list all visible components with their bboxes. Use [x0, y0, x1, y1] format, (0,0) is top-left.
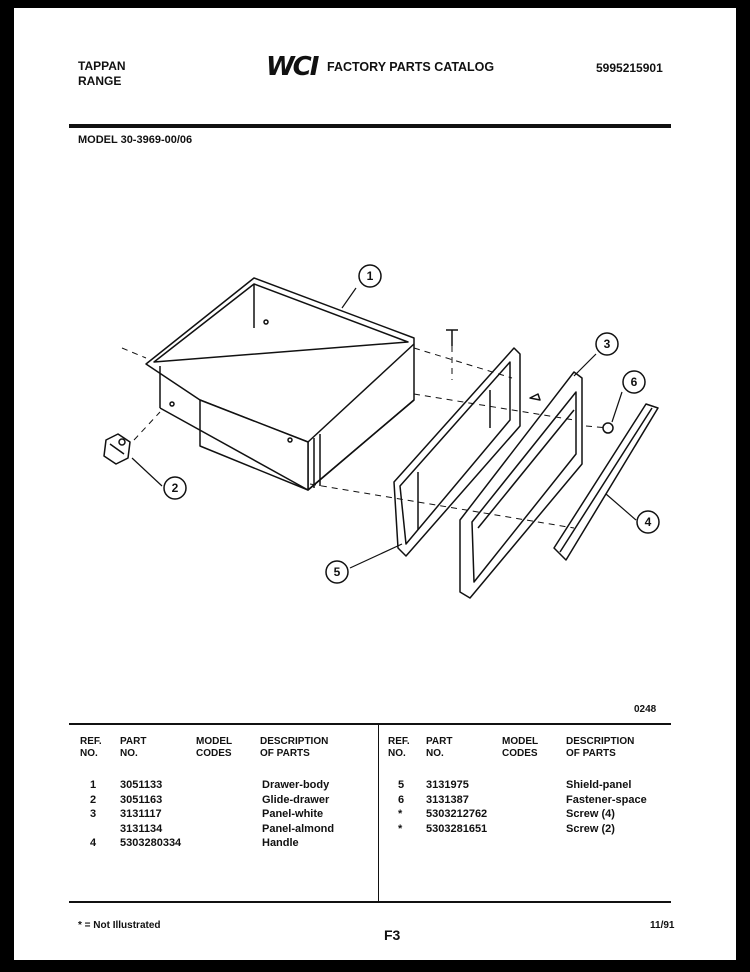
- callout-5: 5: [333, 565, 341, 579]
- parts-row-part: 3131387: [426, 793, 469, 806]
- table-top-rule: [69, 723, 671, 725]
- parts-row-ref: *: [398, 822, 403, 835]
- wci-logo: WCI: [266, 52, 318, 82]
- parts-row-part: 3051163: [120, 793, 163, 806]
- brand-name: TAPPAN: [78, 59, 126, 73]
- exploded-parts-diagram: [14, 8, 736, 708]
- parts-row-ref: 2: [90, 793, 97, 806]
- callout-3: 3: [603, 337, 611, 351]
- parts-row-part: 5303280334: [120, 837, 182, 849]
- parts-row-ref: 5: [398, 779, 405, 791]
- parts-row-ref: 4: [90, 837, 97, 849]
- parts-row-desc: Panel-white: [262, 808, 324, 820]
- parts-row-part: 3131117: [120, 808, 162, 820]
- parts-row-desc: Screw (4): [566, 808, 615, 820]
- parts-row-ref: 1: [90, 779, 97, 791]
- catalog-title: FACTORY PARTS CATALOG: [327, 60, 495, 74]
- parts-row-desc: Screw (2): [566, 822, 615, 835]
- table-divider: [378, 725, 379, 901]
- col-model-codes: MODEL CODES: [502, 736, 539, 759]
- parts-row-part: 3051133: [120, 779, 163, 791]
- col-description: DESCRIPTION OF PARTS: [566, 736, 635, 759]
- model-number: MODEL 30-3969-00/06: [78, 134, 193, 146]
- col-description: DESCRIPTION OF PARTS: [260, 736, 329, 759]
- parts-row-desc: Panel-almond: [262, 822, 335, 835]
- drawer-body-part: [146, 278, 414, 490]
- page-number: F3: [384, 927, 401, 943]
- col-ref-no: REF. NO.: [388, 736, 410, 759]
- col-model-codes: MODEL CODES: [196, 736, 233, 759]
- callout-4: 4: [644, 515, 652, 529]
- catalog-page: [14, 8, 736, 960]
- revision-date: 11/91: [650, 920, 675, 931]
- catalog-number: 5995215901: [596, 61, 663, 75]
- parts-row-part: 5303281651: [426, 822, 488, 835]
- screw-part: [446, 330, 458, 346]
- parts-row-desc: Drawer-body: [262, 779, 330, 791]
- col-part-no: PART NO.: [120, 736, 147, 759]
- callout-6: 6: [630, 375, 638, 389]
- not-illustrated-note: * = Not Illustrated: [78, 920, 161, 931]
- parts-row-ref: 3: [90, 808, 97, 820]
- parts-row-desc: Fastener-space: [566, 793, 647, 806]
- callout-1: 1: [366, 269, 374, 283]
- col-ref-no: REF. NO.: [80, 736, 102, 759]
- parts-row-desc: Handle: [262, 837, 299, 849]
- parts-row-ref: 6: [398, 793, 405, 806]
- table-bottom-rule: [69, 901, 671, 903]
- parts-row-desc: Glide-drawer: [262, 793, 330, 806]
- parts-row-ref: *: [398, 808, 403, 820]
- product-type: RANGE: [78, 74, 122, 88]
- parts-row-desc: Shield-panel: [566, 779, 632, 791]
- callout-2: 2: [171, 481, 179, 495]
- parts-row-part: 3131975: [426, 779, 469, 791]
- parts-row-part: 5303212762: [426, 808, 488, 820]
- col-part-no: PART NO.: [426, 736, 453, 759]
- diagram-code: 0248: [634, 704, 657, 715]
- glide-drawer-part: [104, 434, 130, 464]
- parts-row-part: 3131134: [120, 822, 163, 835]
